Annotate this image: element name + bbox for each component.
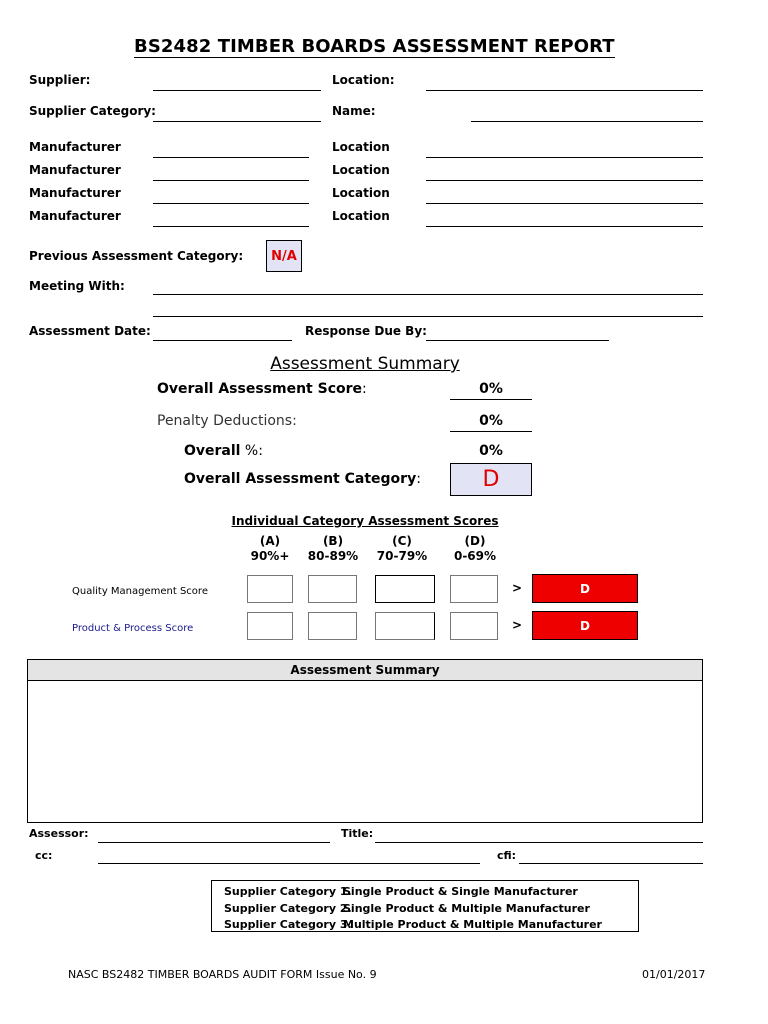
penalty-label: Penalty Deductions: xyxy=(157,413,297,429)
legend-key: Supplier Category 1. xyxy=(224,885,352,898)
cc-field[interactable] xyxy=(98,863,480,864)
pp-score-b[interactable] xyxy=(308,612,357,640)
band-c-range: 70-79% xyxy=(376,549,428,563)
overall-category-value[interactable]: D xyxy=(450,463,532,496)
legend-value: Single Product & Multiple Manufacturer xyxy=(343,901,590,915)
overall-category-row xyxy=(184,471,421,487)
overall-pct-row xyxy=(184,443,263,459)
location-label: Location: xyxy=(332,73,395,87)
legend-key: Supplier Category 2. xyxy=(224,901,352,915)
name-label: Name: xyxy=(332,104,376,118)
assessment-summary-heading: Assessment Summary xyxy=(270,354,460,374)
band-d-letter: (D) xyxy=(464,534,486,548)
legend-row xyxy=(224,884,638,901)
manufacturer-location-label: Location xyxy=(332,186,390,200)
previous-category-label: Previous Assessment Category: xyxy=(29,249,244,263)
manufacturer-location-label: Location xyxy=(332,140,390,154)
qm-score-d[interactable] xyxy=(450,575,498,603)
manufacturer-location-label: Location xyxy=(332,163,390,177)
pp-result[interactable]: D xyxy=(532,611,638,640)
legend-key: Supplier Category 3. xyxy=(224,918,352,931)
footer-form-name: NASC BS2482 TIMBER BOARDS AUDIT FORM Issue No. 9 xyxy=(68,968,377,981)
name-field[interactable] xyxy=(471,121,703,122)
response-due-field[interactable] xyxy=(426,340,609,341)
meeting-with-field[interactable] xyxy=(153,294,703,295)
manufacturer-label: Manufacturer xyxy=(29,209,121,223)
qm-score-a[interactable] xyxy=(247,575,293,603)
supplier-label: Supplier: xyxy=(29,73,91,87)
penalty-value: 0% xyxy=(479,413,503,429)
manufacturer-label: Manufacturer xyxy=(29,140,121,154)
meeting-with-label: Meeting With: xyxy=(29,279,125,293)
overall-category-label: Overall Assessment Category xyxy=(184,471,417,487)
band-a-letter: (A) xyxy=(259,534,281,548)
assessor-field[interactable] xyxy=(98,842,330,843)
qm-arrow: > xyxy=(512,581,523,595)
manufacturer-location-field[interactable] xyxy=(426,203,703,204)
penalty-underline xyxy=(450,431,532,432)
cfi-label: cfi: xyxy=(497,849,517,862)
legend-value: Multiple Product & Multiple Manufacturer xyxy=(343,918,602,931)
meeting-with-field-2[interactable] xyxy=(153,316,703,317)
overall-score-value: 0% xyxy=(479,381,503,397)
manufacturer-location-field[interactable] xyxy=(426,180,703,181)
overall-pct-label: Overall xyxy=(184,443,241,459)
cfi-field[interactable] xyxy=(519,863,703,864)
location-field[interactable] xyxy=(426,90,703,91)
overall-pct-suffix: %: xyxy=(240,443,263,459)
pp-score-d[interactable] xyxy=(450,612,498,640)
legend-row xyxy=(224,901,638,918)
supplier-field[interactable] xyxy=(153,90,321,91)
manufacturer-label: Manufacturer xyxy=(29,163,121,177)
assessment-date-label: Assessment Date: xyxy=(29,324,151,338)
previous-category-value[interactable]: N/A xyxy=(266,240,302,272)
pp-arrow: > xyxy=(512,618,523,632)
manufacturer-field[interactable] xyxy=(153,203,309,204)
qm-score-c[interactable] xyxy=(375,575,435,603)
supplier-category-field[interactable] xyxy=(153,121,321,122)
assessor-label: Assessor: xyxy=(29,827,89,840)
manufacturer-location-field[interactable] xyxy=(426,226,703,227)
supplier-category-legend xyxy=(211,880,639,932)
band-d-range: 0-69% xyxy=(453,549,497,563)
individual-scores-heading: Individual Category Assessment Scores xyxy=(231,514,499,528)
cc-label: cc: xyxy=(35,849,53,862)
manufacturer-field[interactable] xyxy=(153,157,309,158)
overall-category-colon: : xyxy=(416,471,421,487)
overall-pct-value: 0% xyxy=(479,443,503,459)
supplier-category-label: Supplier Category: xyxy=(29,104,156,118)
manufacturer-location-label: Location xyxy=(332,209,390,223)
assessment-date-field[interactable] xyxy=(153,340,292,341)
footer-date: 01/01/2017 xyxy=(642,968,706,981)
title-field[interactable] xyxy=(375,842,703,843)
manufacturer-label: Manufacturer xyxy=(29,186,121,200)
legend-row xyxy=(224,917,638,934)
band-c-letter: (C) xyxy=(392,534,412,548)
overall-score-underline xyxy=(450,399,532,400)
pp-score-c[interactable] xyxy=(375,612,435,640)
legend-value: Single Product & Single Manufacturer xyxy=(343,885,578,898)
manufacturer-field[interactable] xyxy=(153,226,309,227)
band-a-range: 90%+ xyxy=(250,549,290,563)
assessment-summary-box[interactable] xyxy=(27,659,703,823)
qm-result[interactable]: D xyxy=(532,574,638,603)
overall-score-label: Overall Assessment Score xyxy=(157,381,363,397)
band-b-letter: (B) xyxy=(322,534,344,548)
band-b-range: 80-89% xyxy=(307,549,359,563)
qm-score-b[interactable] xyxy=(308,575,357,603)
overall-score-row xyxy=(157,381,367,397)
manufacturer-field[interactable] xyxy=(153,180,309,181)
product-process-label: Product & Process Score xyxy=(72,623,194,634)
quality-management-label: Quality Management Score xyxy=(72,586,208,597)
pp-score-a[interactable] xyxy=(247,612,293,640)
assessment-summary-box-title: Assessment Summary xyxy=(28,660,702,681)
manufacturer-location-field[interactable] xyxy=(426,157,703,158)
page-title: BS2482 TIMBER BOARDS ASSESSMENT REPORT xyxy=(134,36,615,57)
title-label: Title: xyxy=(341,827,374,840)
overall-score-colon: : xyxy=(362,381,367,397)
response-due-label: Response Due By: xyxy=(305,324,427,338)
